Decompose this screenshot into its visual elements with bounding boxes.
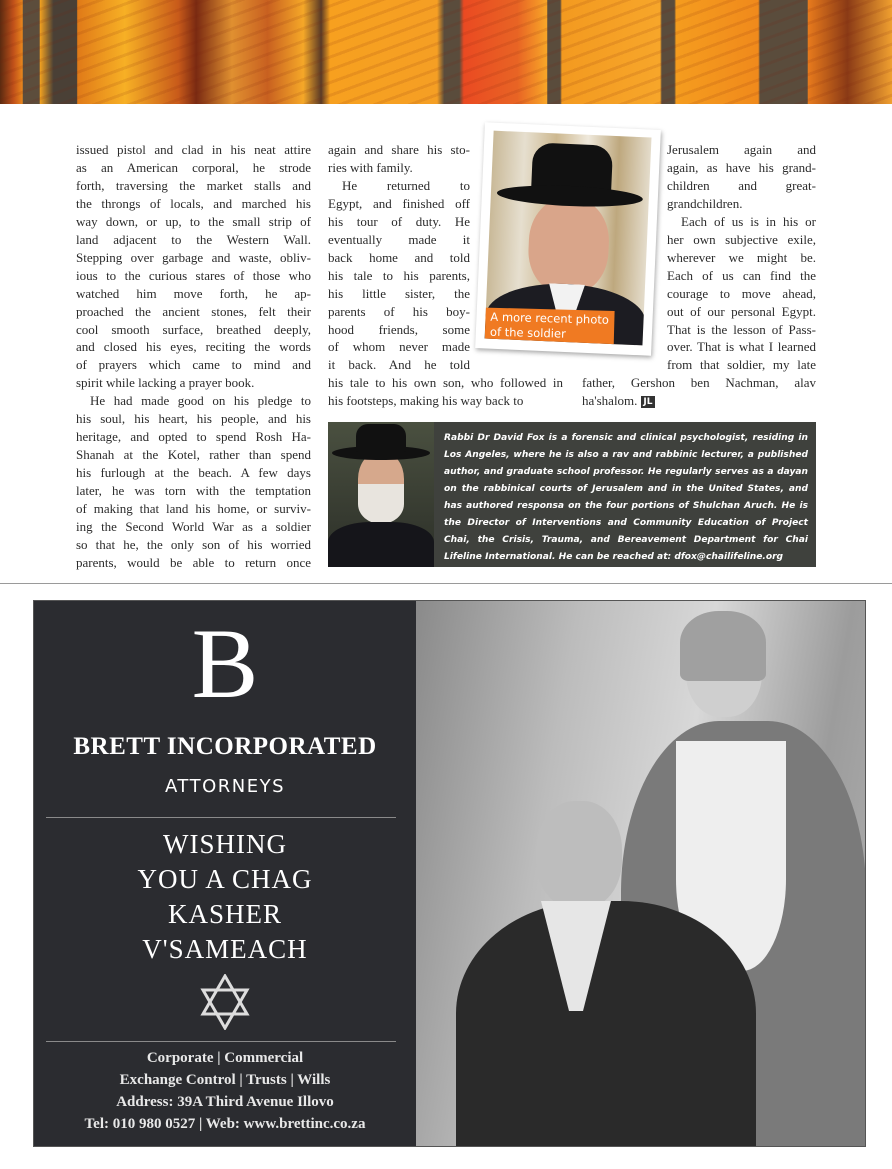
end-mark-icon: JL — [643, 396, 653, 407]
text-line: his furlough at the beach. A few days — [76, 465, 311, 481]
text-line: of whom never made — [328, 339, 470, 355]
text-line: later, he was torn with the temptation — [76, 483, 311, 499]
text-line: eventually made it — [328, 231, 470, 247]
text-line: heritage, and opted to spend Rosh Ha- — [76, 429, 311, 445]
text-line: courage to move ahead, — [667, 285, 816, 301]
article-column-2-wide — [328, 374, 563, 410]
text-line: children and great- — [667, 177, 816, 193]
text-line: Shanah at the Kotel, rather than spend — [76, 447, 311, 463]
photo-caption: A more recent photo of the soldier — [485, 308, 614, 345]
author-photo — [328, 422, 434, 567]
text-line: Jerusalem again and — [667, 142, 816, 157]
text-line: spirit while lacking a prayer book. — [76, 375, 255, 391]
text-line: watched him move forth, he ap- — [76, 285, 311, 301]
text-line: grandchildren. — [667, 195, 743, 211]
text-line: parents of his boy- — [328, 303, 470, 319]
text-line: his tour of duty. He — [328, 213, 470, 229]
text-line: parents, would be able to return once — [76, 554, 311, 570]
text-line: his footsteps, making his way back to — [328, 392, 524, 408]
text-line: He returned to — [342, 177, 470, 193]
text-line: forth, traversing the market stalls and — [76, 177, 311, 193]
text-line: her own subjective exile, — [667, 231, 816, 247]
final-text: ha'shalom. — [582, 392, 638, 408]
ad-greeting: WISHING YOU A CHAG KASHER V'SAMEACH — [137, 829, 313, 964]
author-bio-box — [328, 422, 816, 567]
text-line: his soul, his heart, his people, and his — [76, 411, 311, 427]
text-line: so that he, the only son of his worried — [76, 536, 311, 552]
decorative-banner — [0, 0, 892, 104]
text-line: from that soldier, my late — [667, 357, 816, 373]
text-line: Stepping over garbage and waste, obliv- — [76, 249, 311, 265]
text-line: again, as have his grand- — [667, 159, 816, 175]
text-line: proached the ancient stones, felt their — [76, 303, 311, 319]
text-line: over. That is what I learned — [667, 339, 816, 355]
text-line: Each of us is in his or — [681, 213, 816, 229]
text-line: father, Gershon ben Nachman, alav — [582, 375, 816, 390]
star-of-david-icon — [200, 974, 250, 1030]
text-line: Egypt, and finished off — [328, 195, 470, 211]
text-line: again and share his sto- — [328, 142, 470, 157]
ad-services: Corporate | Commercial Exchange Control | Trusts | Wills Address: 39A Third Avenue Illovo Tel: 010 980 0527 | Web: www.brettinc.co.za — [84, 1050, 366, 1132]
brett-incorporated-ad — [33, 600, 866, 1147]
text-line: land adjacent to the Western Wall. — [76, 231, 311, 247]
text-line: back home and told — [328, 249, 470, 265]
text-line: his tale to his own son, who followed in — [328, 375, 563, 390]
text-line: as an American corporal, he strode — [76, 159, 311, 175]
soldier-photo — [475, 122, 661, 355]
text-line: That is the lesson of Pass- — [667, 321, 816, 337]
ad-divider — [46, 817, 396, 818]
text-line: ries with family. — [328, 159, 413, 175]
text-line — [582, 392, 816, 410]
text-line: the throngs of locals, and marched his — [76, 195, 311, 211]
text-line: out of our personal Egypt. — [667, 303, 816, 319]
article-column-1 — [76, 141, 311, 572]
text-line: his tale to his parents, — [328, 267, 470, 283]
text-line: of prayers which came to mind and — [76, 357, 311, 373]
article-column-3-wide — [582, 374, 816, 410]
text-line: his little sister, the — [328, 285, 470, 301]
divider — [0, 583, 892, 584]
article-column-2 — [328, 141, 470, 374]
text-line: ious to the curious stares of those who — [76, 267, 311, 283]
ad-divider — [46, 1041, 396, 1042]
text-line: wherever we might be. — [667, 249, 816, 265]
text-line: it back. And he told — [328, 357, 470, 373]
text-line: He had made good on his pledge to — [90, 393, 311, 409]
text-line: issued pistol and clad in his neat attire — [76, 142, 311, 157]
ad-logo: B — [191, 608, 259, 719]
text-line: ing the Second World War as a soldier — [76, 519, 311, 535]
ad-subtitle: ATTORNEYS — [164, 776, 286, 797]
article-column-3 — [667, 141, 816, 374]
text-line: and closed his eyes, reciting the words — [76, 339, 311, 355]
author-bio-text: Rabbi Dr David Fox is a forensic and clinical psychologist, residing in Los Angeles, where he is also a rav and rabbinic lecturer, a published author, and graduate school professor. He regularly serves as a dayan on the rabbinical courts of Jerusalem and in the United States, and has authored responsa on the four portions of Shulchan Aruch. He is the Director of Interventions and Community Education of Project Chai, the Crisis, Trauma, and Bereavement Department for Chai Lifeline International. He can be reached at: dfox@chailifeline.org — [444, 433, 808, 562]
text-line: Each of us can find the — [667, 267, 816, 283]
ad-photo — [416, 601, 866, 1146]
text-line: cool smooth surface, breathed deeply, — [76, 321, 311, 337]
ad-firm-name: BRETT INCORPORATED — [73, 733, 377, 760]
text-line: way down, or up, to the small strip of — [76, 213, 311, 229]
text-line: of making that land his home, or surviv- — [76, 501, 311, 517]
text-line: hood friends, some — [328, 321, 470, 337]
